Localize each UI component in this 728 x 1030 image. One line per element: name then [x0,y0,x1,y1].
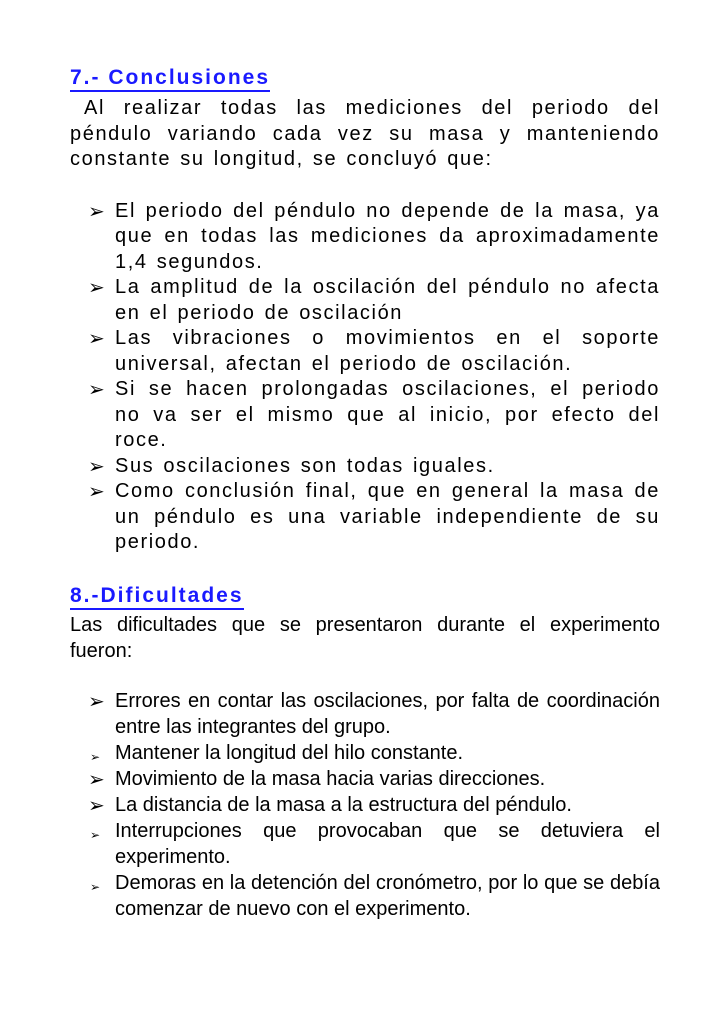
arrowhead-bullet-icon: ➢ [88,479,107,503]
arrowhead-bullet-icon: ➢ [90,827,101,842]
conclusiones-intro: Al realizar todas las mediciones del periodo del péndulo variando cada vez su masa y manteniendo constante su longitud, se concluyó que: [70,97,660,170]
list-item: ➢ Las vibraciones o movimientos en el soporte universal, afectan el periodo de oscilación. [88,326,660,375]
list-item: ➢ Como conclusión final, que en general la masa de un péndulo es una variable independiente de su periodo. [88,479,660,553]
arrowhead-bullet-icon: ➢ [90,879,101,894]
section-heading-dificultades: 8.-Dificultades [70,584,244,610]
conclusiones-list [70,199,660,556]
list-item: ➢ Si se hacen prolongadas oscilaciones, el periodo no va ser el mismo que al inicio, por efecto del roce. [88,377,660,451]
dificultades-list [70,688,660,922]
arrowhead-bullet-icon: ➢ [88,766,105,791]
arrowhead-bullet-icon: ➢ [88,198,107,223]
arrowhead-bullet-icon: ➢ [88,275,107,299]
list-item: ➢ Mantener la longitud del hilo constante. [115,740,660,766]
arrowhead-bullet-icon: ➢ [88,377,107,401]
arrowhead-bullet-icon: ➢ [88,688,105,713]
dificultades-intro: Las dificultades que se presentaron durante el experimento fueron: [70,613,660,662]
arrowhead-bullet-icon: ➢ [88,326,107,350]
list-item: ➢ Movimiento de la masa hacia varias direcciones. [88,766,546,791]
list-item: ➢ Sus oscilaciones son todas iguales. [88,453,495,478]
arrowhead-bullet-icon: ➢ [90,749,101,764]
section-heading-conclusiones: 7.- Conclusiones [70,66,270,92]
section-conclusiones [70,66,660,556]
list-item: ➢ La amplitud de la oscilación del péndulo no afecta en el periodo de oscilación [88,275,660,324]
list-item: ➢ Interrupciones que provocaban que se detuviera el experimento. [90,819,660,868]
arrowhead-bullet-icon: ➢ [88,792,105,817]
arrowhead-bullet-icon: ➢ [88,453,107,478]
section-dificultades [70,584,660,922]
list-item: ➢ El periodo del péndulo no depende de la masa, ya que en todas las mediciones da aproximadamente 1,4 segundos. [88,198,660,273]
list-item: ➢ Errores en contar las oscilaciones, por falta de coordinación entre las integrantes del grupo. [88,688,660,738]
list-item: ➢ La distancia de la masa a la estructura del péndulo. [88,792,572,817]
list-item: ➢ Demoras en la detención del cronómetro, por lo que se debía comenzar de nuevo con el experimento. [90,871,660,920]
document-page [70,66,660,922]
